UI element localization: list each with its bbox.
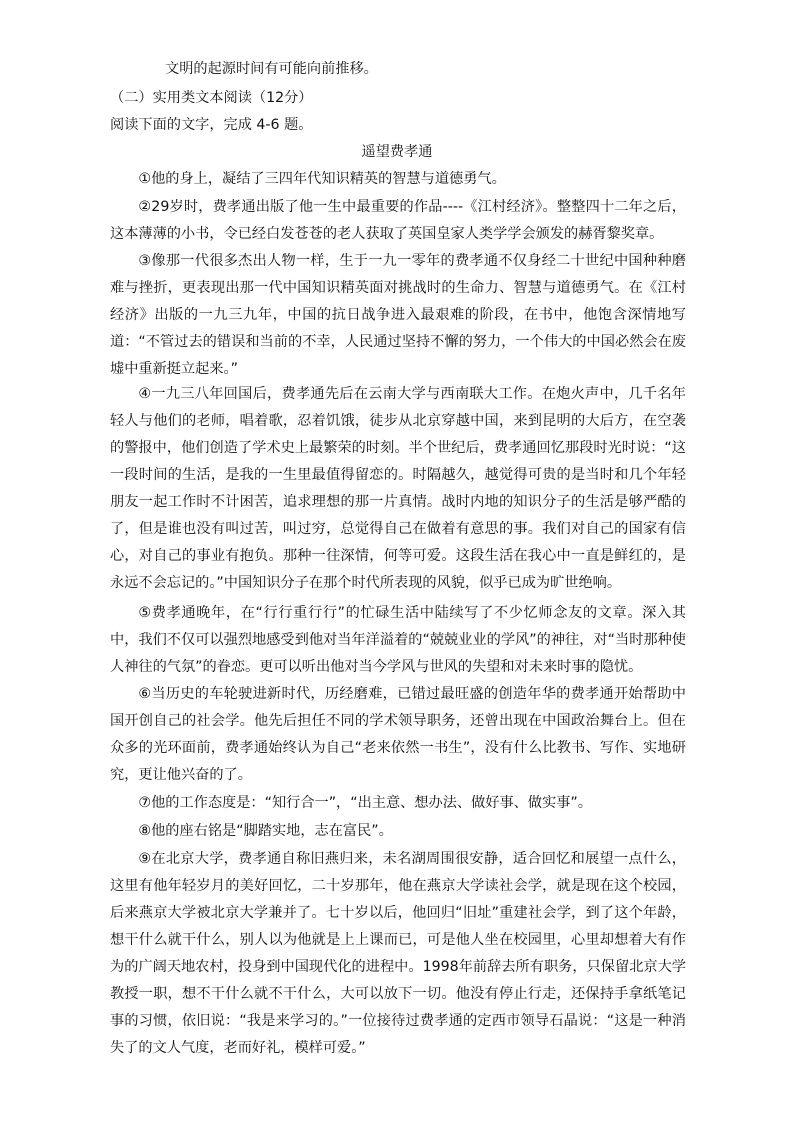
paragraph-3: ③像那一代很多杰出人物一样，生于一九一零年的费孝通不仅身经二十世纪中国种种磨难与挫折，更表现出那一代中国知识精英面对挑战时的生命力、智慧与道德勇气。在《江村经济》出版的一九三九年，中国的抗日战争进入最艰难的阶段，在书中，他饱含深情地写道：“不管过去的错误和当前的不幸，人民通过坚持不懈的努力，一个伟大的中国必然会在废墟中重新挺立起来。” [110,253,686,377]
article-title: 遥望费孝通 [361,144,433,160]
paragraph-8: ⑧他的座右铭是“脚踏实地，志在富民”。 [138,823,393,839]
paragraph-7: ⑦他的工作态度是：“知行合一”，“出主意、想办法、做好事、做实事”。 [138,795,592,811]
paragraph-1: ①他的身上，凝结了三四年代知识精英的智慧与道德勇气。 [138,171,506,187]
paragraph-2: ②29岁时，费孝通出版了他一生中最重要的作品----《江村经济》。整整四十二年之后，这本薄薄的小书，令已经白发苍苍的老人获取了英国皇家人类学学会颁发的赫胥黎奖章。 [110,199,686,242]
intro-line: 文明的起源时间有可能向前推移。 [165,61,378,77]
paragraph-5: ⑤费孝通晚年，在“行行重行行”的忙碌生活中陆续写了不少忆师念友的文章。深入其中，我们不仅可以强烈地感受到他对当年洋溢着的“兢兢业业的学风”的神往，对“当时那种使人神往的气氛”的眷恋。更可以听出他对当今学风与世风的失望和对未来时事的隐忧。 [110,605,686,675]
paragraph-9: ⑨在北京大学，费孝通自称旧燕归来，未名湖周围很安静，适合回忆和展望一点什么，这里有他年轻岁月的美好回忆，二十岁那年，他在燕京大学读社会学，就是现在这个校园，后来燕京大学被北京大学兼并了。七十岁以后，他回归“旧址”重建社会学，到了这个年龄，想干什么就干什么，别人以为他就是上上课而已，可是他人坐在校园里，心里却想着大有作为的广阔天地农村，投身到中国现代化的进程中。1998年前辞去所有职务，只保留北京大学教授一职，想不干什么就不干什么，大可以放下一切。他没有停止行走，还保持手拿纸笔记事的习惯，依旧说：“我是来学习的。”一位接待过费孝通的定西市领导石晶说：“这是一种消失了的文人气度，老而好礼，模样可爱。” [110,851,686,1056]
section-heading: （二）实用类文本阅读（12分） [110,90,313,106]
paragraph-6: ⑥当历史的车轮驶进新时代，历经磨难，已错过最旺盛的创造年华的费孝通开始帮助中国开创自己的社会学。他先后担任不同的学术领导职务，还曾出现在中国政治舞台上。但在众多的光环面前，费孝通始终认为自己“老来依然一书生”，没有什么比教书、写作、实地研究，更让他兴奋的了。 [110,686,686,783]
paragraph-4: ④一九三八年回国后，费孝通先后在云南大学与西南联大工作。在炮火声中，几千名年轻人与他们的老师，唱着歌，忍着饥饿，徒步从北京穿越中国，来到昆明的大后方，在空袭的警报中，他们创造了学术史上最繁荣的时刻。半个世纪后，费孝通回忆那段时光时说：“这一段时间的生活，是我的一生里最值得留恋的。时隔越久，越觉得可贵的是当时和几个年轻朋友一起工作时不计困苦，追求理想的那一片真情。战时内地的知识分子的生活是够严酷的了，但是谁也没有叫过苦，叫过穷，总觉得自己在做着有意思的事。我们对自己的国家有信心，对自己的事业有抱负。那种一往深情，何等可爱。这段生活在我心中一直是鲜红的，是永远不会忘记的。”中国知识分子在那个时代所表现的风貌，似乎已成为旷世绝响。 [110,386,686,591]
instruction: 阅读下面的文字，完成 4-6 题。 [110,117,313,133]
